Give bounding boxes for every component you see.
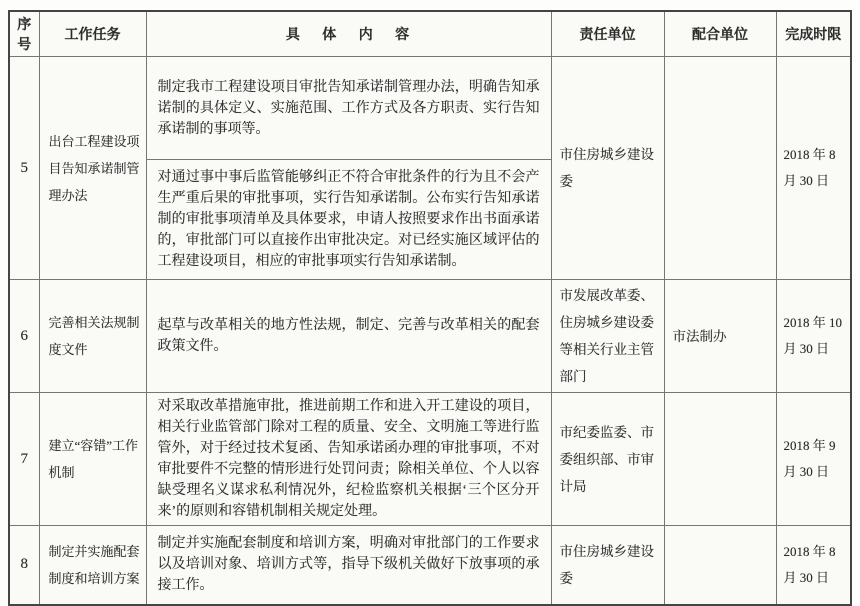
cell-row7-cooperating xyxy=(664,393,776,526)
cell-row6-responsible: 市发展改革委、住房城乡建设委等相关行业主管部门 xyxy=(551,280,664,393)
work-plan-table xyxy=(8,10,852,606)
cell-row5-responsible: 市住房城乡建设委 xyxy=(551,57,664,280)
header-task: 工作任务 xyxy=(39,11,146,57)
cell-row7-responsible: 市纪委监委、市委组织部、市审计局 xyxy=(551,393,664,526)
cell-row8-cooperating xyxy=(664,526,776,605)
table-row-8 xyxy=(9,526,851,605)
header-responsible: 责任单位 xyxy=(551,11,664,57)
table-row-7 xyxy=(9,393,851,526)
cell-row6-task: 完善相关法规制度文件 xyxy=(39,280,146,393)
cell-row7-no: 7 xyxy=(9,393,39,526)
cell-row5-cooperating xyxy=(664,57,776,280)
cell-row7-deadline: 2018 年 9 月 30 日 xyxy=(776,393,851,526)
cell-row6-content: 起草与改革相关的地方性法规，制定、完善与改革相关的配套政策文件。 xyxy=(146,280,551,393)
header-cooperating: 配合单位 xyxy=(664,11,776,57)
header-content: 具体内容 xyxy=(146,11,551,57)
cell-row5-content-1: 制定我市工程建设项目审批告知承诺制管理办法，明确告知承诺制的具体定义、实施范围、工作方式及各方职责、实行告知承诺制的事项等。 xyxy=(146,57,551,160)
header-no: 序号 xyxy=(9,11,39,57)
cell-row8-responsible: 市住房城乡建设委 xyxy=(551,526,664,605)
cell-row8-content: 制定并实施配套制度和培训方案，明确对审批部门的工作要求以及培训对象、培训方式等，指导下级机关做好下放事项的承接工作。 xyxy=(146,526,551,605)
cell-row5-content-2: 对通过事中事后监管能够纠正不符合审批条件的行为且不会产生严重后果的审批事项，实行告知承诺制。公布实行告知承诺制的审批事项清单及具体要求，申请人按照要求作出书面承诺的，审批部门可以直接作出审批决定。对已经实施区域评估的工程建设项目，相应的审批事项实行告知承诺制。 xyxy=(146,160,551,280)
cell-row7-content: 对采取改革措施审批，推进前期工作和进入开工建设的项目，相关行业监管部门除对工程的质量、安全、文明施工等进行监管外，对于经过技术复函、告知承诺函办理的审批事项，不对审批要件不完整的情形进行处罚问责；除相关单位、个人以容缺受理名义谋求私利情况外，纪检监察机关根据‘三个区分开来’的原则和容错机制相关规定处理。 xyxy=(146,393,551,526)
cell-row5-task: 出台工程建设项目告知承诺制管理办法 xyxy=(39,57,146,280)
cell-row6-no: 6 xyxy=(9,280,39,393)
cell-row6-deadline: 2018 年 10 月 30 日 xyxy=(776,280,851,393)
table-row-6 xyxy=(9,280,851,393)
scanned-document-page xyxy=(8,10,850,594)
table-row-5 xyxy=(9,57,851,160)
cell-row5-no: 5 xyxy=(9,57,39,280)
cell-row8-task: 制定并实施配套制度和培训方案 xyxy=(39,526,146,605)
cell-row5-deadline: 2018 年 8 月 30 日 xyxy=(776,57,851,280)
cell-row6-cooperating: 市法制办 xyxy=(664,280,776,393)
table-header-row xyxy=(9,11,851,57)
cell-row8-no: 8 xyxy=(9,526,39,605)
header-deadline: 完成时限 xyxy=(776,11,851,57)
cell-row7-task: 建立“容错”工作机制 xyxy=(39,393,146,526)
cell-row8-deadline: 2018 年 8 月 30 日 xyxy=(776,526,851,605)
